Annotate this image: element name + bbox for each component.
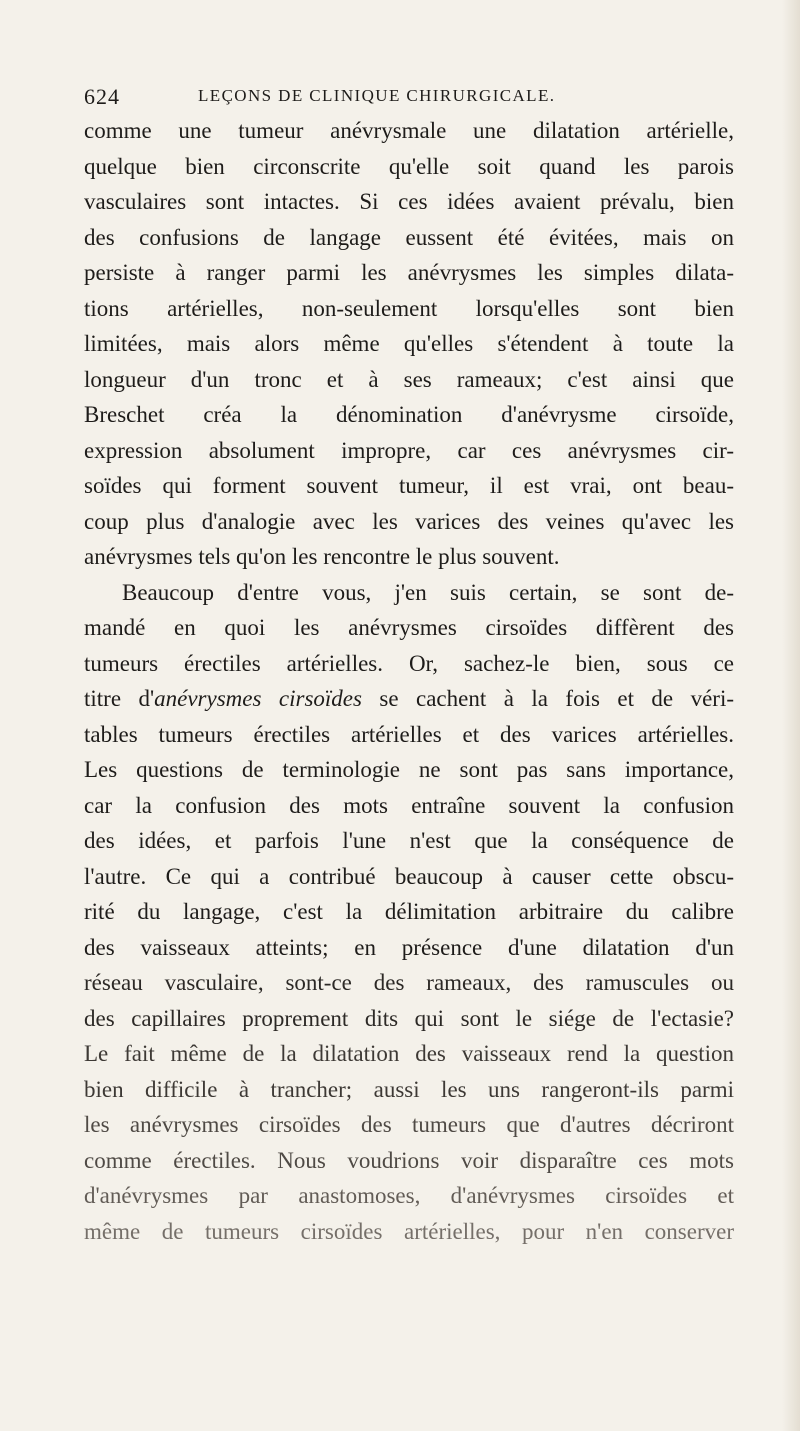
text-line: longueur d'un tronc et à ses rameaux; c'est ainsi que	[84, 366, 734, 392]
text-line: coup plus d'analogie avec les varices des veines qu'avec les	[84, 508, 734, 534]
text-line: des capillaires proprement dits qui sont le siége de l'ectasie?	[84, 1005, 734, 1031]
text-line: d'anévrysmes par anastomoses, d'anévrysmes cirsoïdes et	[84, 1183, 734, 1208]
text-line: comme érectiles. Nous voudrions voir disparaître ces mots	[84, 1147, 734, 1173]
text-line: persiste à ranger parmi les anévrysmes les simples dilata-	[84, 260, 734, 285]
text-line: réseau vasculaire, sont-ce des rameaux, des ramuscules ou	[84, 970, 734, 995]
page-edge-shadow	[782, 0, 800, 1431]
text-line-with-italic	[84, 681, 734, 717]
text-line: même de tumeurs cirsoïdes artérielles, pour n'en conserver	[84, 1218, 734, 1244]
italic-term: anévrysmes cirsoïdes	[154, 686, 362, 711]
text-line: des confusions de langage eussent été évitées, mais on	[84, 224, 734, 250]
running-head: LEÇONS DE CLINIQUE CHIRURGICALE.	[198, 86, 556, 105]
text-line: Beaucoup d'entre vous, j'en suis certain, se sont de-	[122, 579, 734, 605]
text-line: des vaisseaux atteints; en présence d'une dilatation d'un	[84, 934, 734, 960]
text-line: tions artérielles, non-seulement lorsqu'elles sont bien	[84, 295, 734, 321]
line-prefix: titre d'	[84, 686, 155, 711]
line-suffix: se cachent à la fois et de véri-	[361, 686, 734, 711]
text-line: des idées, et parfois l'une n'est que la conséquence de	[84, 828, 734, 853]
page-header	[84, 84, 734, 114]
text-line: tables tumeurs érectiles artérielles et des varices artérielles.	[84, 721, 734, 747]
text-line: bien difficile à trancher; aussi les uns rangeront-ils parmi	[84, 1076, 734, 1102]
text-line: Le fait même de la dilatation des vaisseaux rend la question	[84, 1041, 734, 1066]
text-line: mandé en quoi les anévrysmes cirsoïdes diffèrent des	[84, 615, 734, 640]
text-line: les anévrysmes cirsoïdes des tumeurs que d'autres décriront	[84, 1112, 734, 1137]
text-line: Les questions de terminologie ne sont pas sans importance,	[84, 757, 734, 782]
text-line: l'autre. Ce qui a contribué beaucoup à causer cette obscu-	[84, 863, 734, 889]
text-line: quelque bien circonscrite qu'elle soit quand les parois	[84, 153, 734, 179]
text-line: tumeurs érectiles artérielles. Or, sachez-le bien, sous ce	[84, 650, 734, 676]
text-line: anévrysmes tels qu'on les rencontre le plus souvent.	[84, 544, 560, 569]
text-line: limitées, mais alors même qu'elles s'étendent à toute la	[84, 331, 734, 356]
body-text	[84, 113, 734, 1249]
text-line: vasculaires sont intactes. Si ces idées avaient prévalu, bien	[84, 189, 734, 214]
text-line: comme une tumeur anévrysmale une dilatation artérielle,	[84, 118, 734, 143]
text-line: car la confusion des mots entraîne souvent la confusion	[84, 792, 734, 818]
text-line: soïdes qui forment souvent tumeur, il est vrai, ont beau-	[84, 473, 734, 498]
text-line: Breschet créa la dénomination d'anévrysme cirsoïde,	[84, 402, 734, 427]
page-number: 624	[84, 84, 120, 109]
text-line: expression absolument impropre, car ces anévrysmes cir-	[84, 437, 734, 463]
text-line: rité du langage, c'est la délimitation arbitraire du calibre	[84, 899, 734, 924]
